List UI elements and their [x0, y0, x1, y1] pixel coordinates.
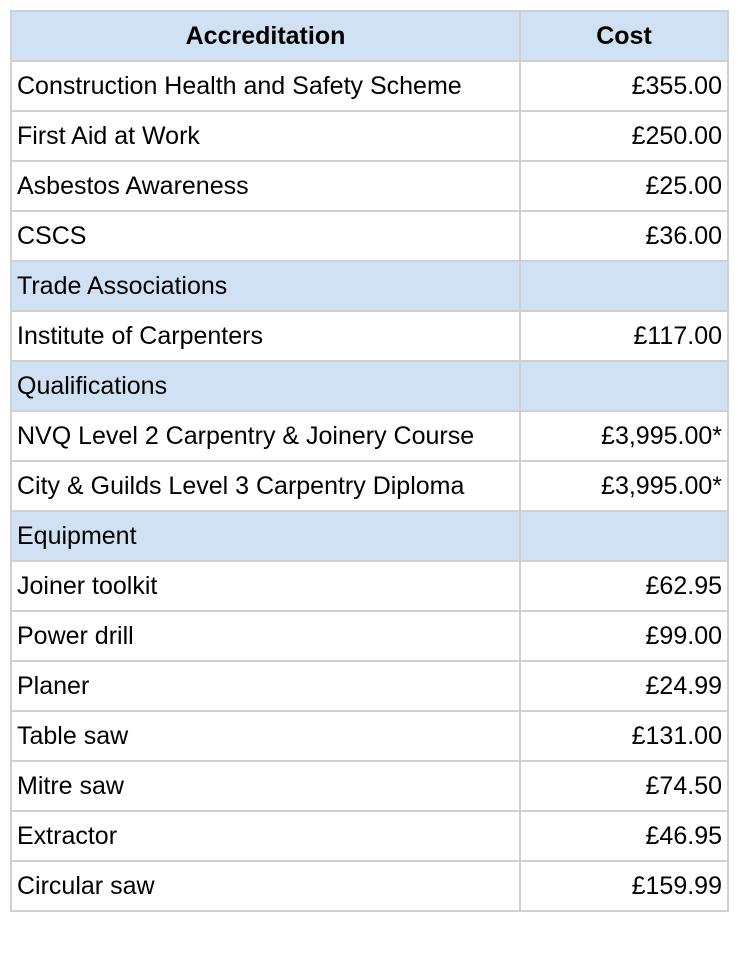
table-row: [11, 461, 728, 511]
section-label: Equipment: [11, 511, 520, 561]
header-accreditation: Accreditation: [11, 11, 520, 61]
cost-value: £117.00: [520, 311, 728, 361]
table-row: [11, 311, 728, 361]
cost-value: £3,995.00*: [520, 411, 728, 461]
table-row: [11, 811, 728, 861]
cost-value: [520, 511, 728, 561]
cost-value: £131.00: [520, 711, 728, 761]
cost-value: [520, 261, 728, 311]
section-label: Qualifications: [11, 361, 520, 411]
table-row: [11, 611, 728, 661]
accreditation-name: Mitre saw: [11, 761, 520, 811]
cost-value: [520, 361, 728, 411]
accreditation-name: Extractor: [11, 811, 520, 861]
cost-value: £99.00: [520, 611, 728, 661]
accreditation-name: CSCS: [11, 211, 520, 261]
accreditation-name: Planer: [11, 661, 520, 711]
section-row: [11, 261, 728, 311]
cost-table-container: [10, 10, 729, 912]
accreditation-name: Table saw: [11, 711, 520, 761]
cost-value: £355.00: [520, 61, 728, 111]
accreditation-name: Joiner toolkit: [11, 561, 520, 611]
header-cost: Cost: [520, 11, 728, 61]
section-row: [11, 511, 728, 561]
accreditation-name: Power drill: [11, 611, 520, 661]
cost-table: [10, 10, 729, 912]
accreditation-name: Circular saw: [11, 861, 520, 911]
cost-value: £36.00: [520, 211, 728, 261]
cost-value: £3,995.00*: [520, 461, 728, 511]
section-row: [11, 361, 728, 411]
accreditation-name: Asbestos Awareness: [11, 161, 520, 211]
accreditation-name: Construction Health and Safety Scheme: [11, 61, 520, 111]
accreditation-name: NVQ Level 2 Carpentry & Joinery Course: [11, 411, 520, 461]
table-row: [11, 61, 728, 111]
table-row: [11, 761, 728, 811]
table-body: [11, 61, 728, 911]
accreditation-name: Institute of Carpenters: [11, 311, 520, 361]
cost-value: £46.95: [520, 811, 728, 861]
table-row: [11, 861, 728, 911]
accreditation-name: City & Guilds Level 3 Carpentry Diploma: [11, 461, 520, 511]
cost-value: £24.99: [520, 661, 728, 711]
table-row: [11, 411, 728, 461]
cost-value: £25.00: [520, 161, 728, 211]
section-label: Trade Associations: [11, 261, 520, 311]
table-header-row: [11, 11, 728, 61]
table-row: [11, 561, 728, 611]
table-row: [11, 161, 728, 211]
cost-value: £74.50: [520, 761, 728, 811]
cost-value: £62.95: [520, 561, 728, 611]
accreditation-name: First Aid at Work: [11, 111, 520, 161]
table-row: [11, 711, 728, 761]
cost-value: £159.99: [520, 861, 728, 911]
table-row: [11, 211, 728, 261]
table-row: [11, 661, 728, 711]
table-row: [11, 111, 728, 161]
cost-value: £250.00: [520, 111, 728, 161]
